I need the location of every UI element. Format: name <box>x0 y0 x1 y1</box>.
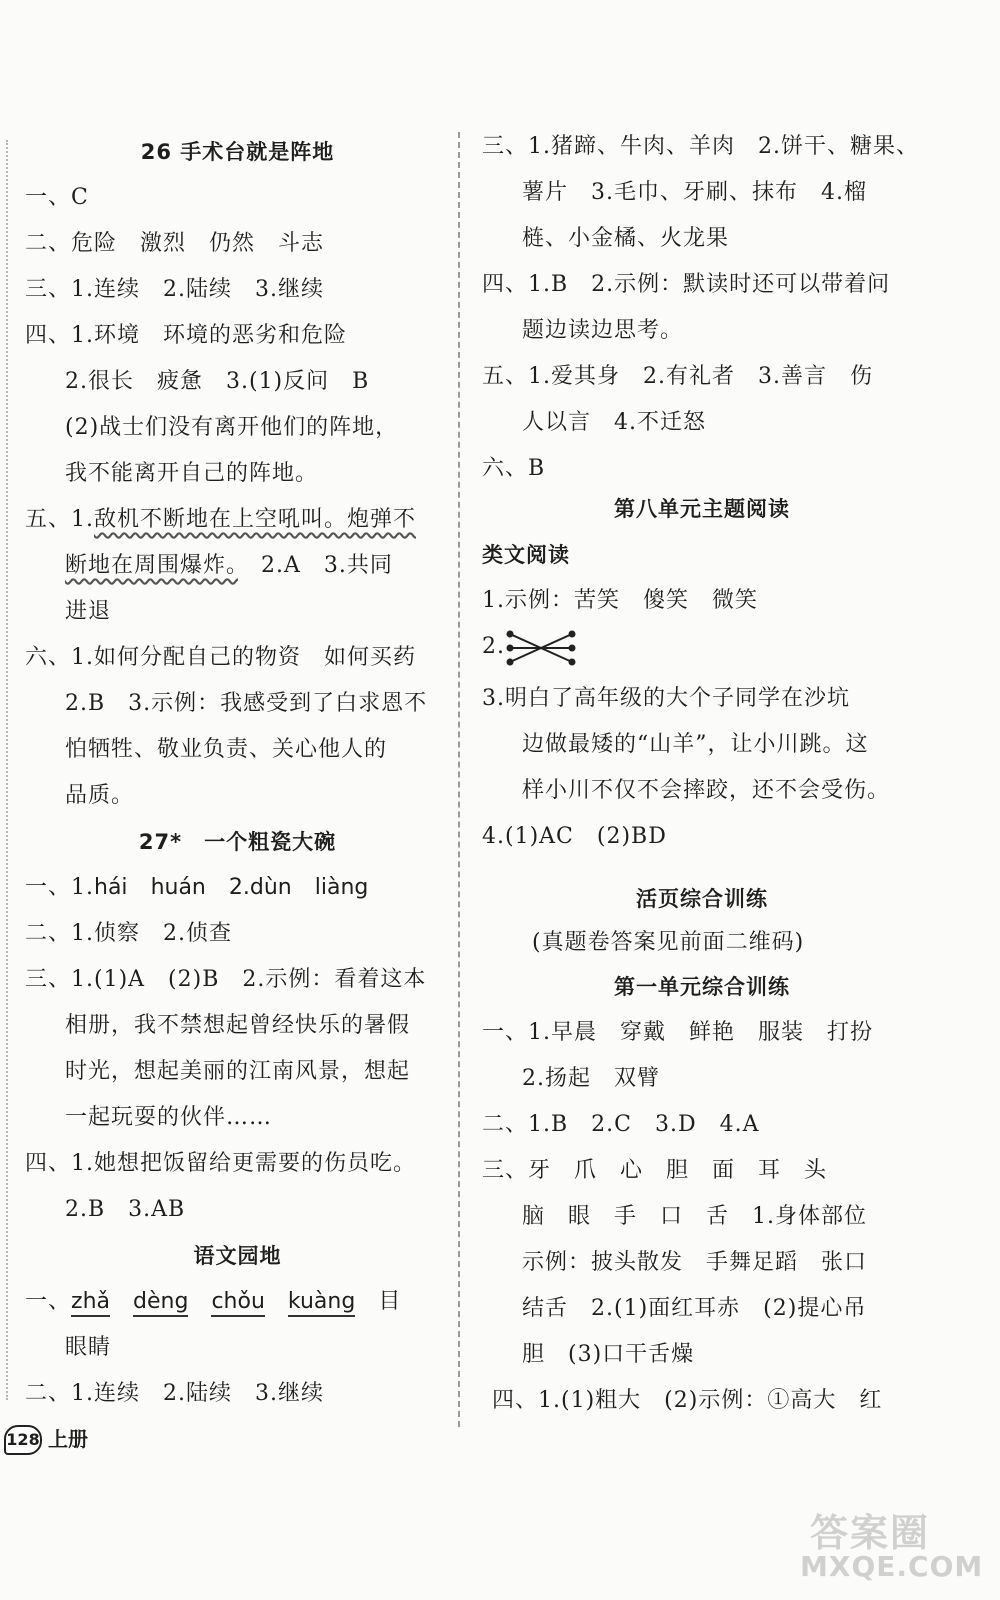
l26-q6-line4: 品质。 <box>65 783 135 808</box>
column-divider <box>458 132 460 1427</box>
l26-q5-wavy-text-2: 断地在周围爆炸。 <box>65 553 239 578</box>
r-q3-line3: 梿、小金橘、火龙果 <box>522 226 730 251</box>
l26-q5-wavy-text-1: 敌机不断地在上空吼叫。炮弹不 <box>94 507 417 532</box>
garden-q1-line2: 眼睛 <box>65 1335 112 1360</box>
unit1-q1: 一、1.早晨 穿戴 鲜艳 服装 打扮 <box>482 1020 873 1045</box>
unit8-q4: 4.(1)AC (2)BD <box>482 824 667 849</box>
l26-q4: 四、1.环境 环境的恶劣和危险 <box>25 323 347 348</box>
l27-q4-line2: 2.B 3.AB <box>65 1197 186 1222</box>
pinyin-item: huán <box>150 875 206 900</box>
l26-q5-line2 <box>65 551 393 581</box>
pinyin-item: zhǎ <box>71 1289 110 1317</box>
l26-q5-rest: 2.A 3.共同 <box>238 553 393 578</box>
garden-q1-tail: 目 <box>378 1289 402 1314</box>
unit8-subtitle: 类文阅读 <box>482 543 570 567</box>
r-q4-line2: 题边读边思考。 <box>522 318 684 343</box>
l27-q3-line4: 一起玩耍的伙伴…… <box>65 1105 273 1130</box>
matching-lines-diagram <box>504 628 578 668</box>
watermark-text: 答案圈 <box>810 1511 931 1555</box>
lesson-26-title: 26 手术台就是阵地 <box>140 140 335 164</box>
unit1-q3-line3: 示例：披头散发 手舞足蹈 张口 <box>522 1250 868 1275</box>
l27-q4: 四、1.她想把饭留给更需要的伤员吃。 <box>25 1151 416 1176</box>
l27-q3-line2: 相册，我不禁想起曾经快乐的暑假 <box>65 1013 411 1038</box>
pinyin-item: 2.dùn <box>228 875 292 900</box>
r-q3-line2: 薯片 3.毛巾、牙刷、抹布 4.榴 <box>522 180 867 205</box>
l26-q5-prefix: 五、1. <box>25 507 94 532</box>
l26-q1: 一、C <box>25 185 89 210</box>
pinyin-item: dèng <box>133 1289 188 1317</box>
l26-q4-line2: 2.很长 疲惫 3.(1)反问 B <box>65 369 370 394</box>
unit8-q1: 1.示例：苦笑 傻笑 微笑 <box>482 588 758 613</box>
r-q3: 三、1.猪蹄、牛肉、羊肉 2.饼干、糖果、 <box>482 134 919 159</box>
l26-q6-line2: 2.B 3.示例：我感受到了白求恩不 <box>65 691 428 716</box>
l26-q5-line3: 进退 <box>65 599 112 624</box>
left-margin-line <box>6 140 8 1400</box>
r-q5: 五、1.爱其身 2.有礼者 3.善言 伤 <box>482 364 873 389</box>
garden-q1 <box>25 1287 401 1317</box>
unit1-q3-line4: 结舌 2.(1)面红耳赤 (2)提心吊 <box>522 1296 867 1321</box>
l26-q4-line3: (2)战士们没有离开他们的阵地， <box>65 415 399 440</box>
l27-q3: 三、1.(1)A (2)B 2.示例：看着这本 <box>25 967 427 992</box>
volume-label: 上册 <box>48 1427 88 1451</box>
unit8-q2: 2. <box>482 634 505 659</box>
l26-q4-line4: 我不能离开自己的阵地。 <box>65 461 319 486</box>
r-q5-line2: 人以言 4.不迁怒 <box>522 410 706 435</box>
practice-title: 活页综合训练 <box>636 887 768 911</box>
r-q6: 六、B <box>482 456 546 481</box>
unit1-q3-line5: 胆 (3)口干舌燥 <box>522 1342 695 1367</box>
unit1-q2: 二、1.B 2.C 3.D 4.A <box>482 1112 760 1137</box>
l27-q2: 二、1.侦察 2.侦查 <box>25 921 232 946</box>
garden-title: 语文园地 <box>193 1244 282 1268</box>
l27-q3-line3: 时光，想起美丽的江南风景，想起 <box>65 1059 411 1084</box>
pinyin-item: hái <box>94 875 128 900</box>
unit1-q3-line2: 脑 眼 手 口 舌 1.身体部位 <box>522 1204 867 1229</box>
r-q4: 四、1.B 2.示例：默读时还可以带着问 <box>482 272 891 297</box>
lesson-27-title: 27* 一个粗瓷大碗 <box>138 830 337 854</box>
unit8-title: 第八单元主题阅读 <box>614 497 790 521</box>
page-number-badge: 128 <box>4 1425 42 1455</box>
unit1-q4: 四、1.(1)粗大 (2)示例：①高大 红 <box>492 1388 883 1413</box>
practice-note: (真题卷答案见前面二维码) <box>532 930 805 955</box>
l27-q1-prefix: 一、1. <box>25 875 94 900</box>
l26-q2: 二、危险 激烈 仍然 斗志 <box>25 231 325 256</box>
watermark-logo <box>800 1502 984 1592</box>
pinyin-item: chǒu <box>211 1289 264 1317</box>
garden-q1-prefix: 一、 <box>25 1289 72 1314</box>
l26-q6-line3: 怕牺牲、敬业负责、关心他人的 <box>65 737 388 762</box>
unit8-q3-line3: 样小川不仅不会摔跤，还不会受伤。 <box>522 778 891 803</box>
pinyin-item: liàng <box>314 875 369 900</box>
watermark-url: MXQE.COM <box>800 1550 984 1583</box>
unit8-q3: 3.明白了高年级的大个子同学在沙坑 <box>482 686 850 711</box>
unit8-q3-line2: 边做最矮的“山羊”，让小川跳。这 <box>522 732 869 757</box>
pinyin-item: kuàng <box>288 1289 355 1317</box>
l27-q1-pinyin <box>25 873 368 903</box>
garden-q2: 二、1.连续 2.陆续 3.继续 <box>25 1381 324 1406</box>
unit1-q1-line2: 2.扬起 双臂 <box>522 1066 660 1091</box>
unit1-title: 第一单元综合训练 <box>614 975 790 999</box>
unit1-q3: 三、牙 爪 心 胆 面 耳 头 <box>482 1158 828 1183</box>
l26-q3: 三、1.连续 2.陆续 3.继续 <box>25 277 324 302</box>
l26-q6: 六、1.如何分配自己的物资 如何买药 <box>25 645 416 670</box>
l26-q5 <box>25 505 416 535</box>
